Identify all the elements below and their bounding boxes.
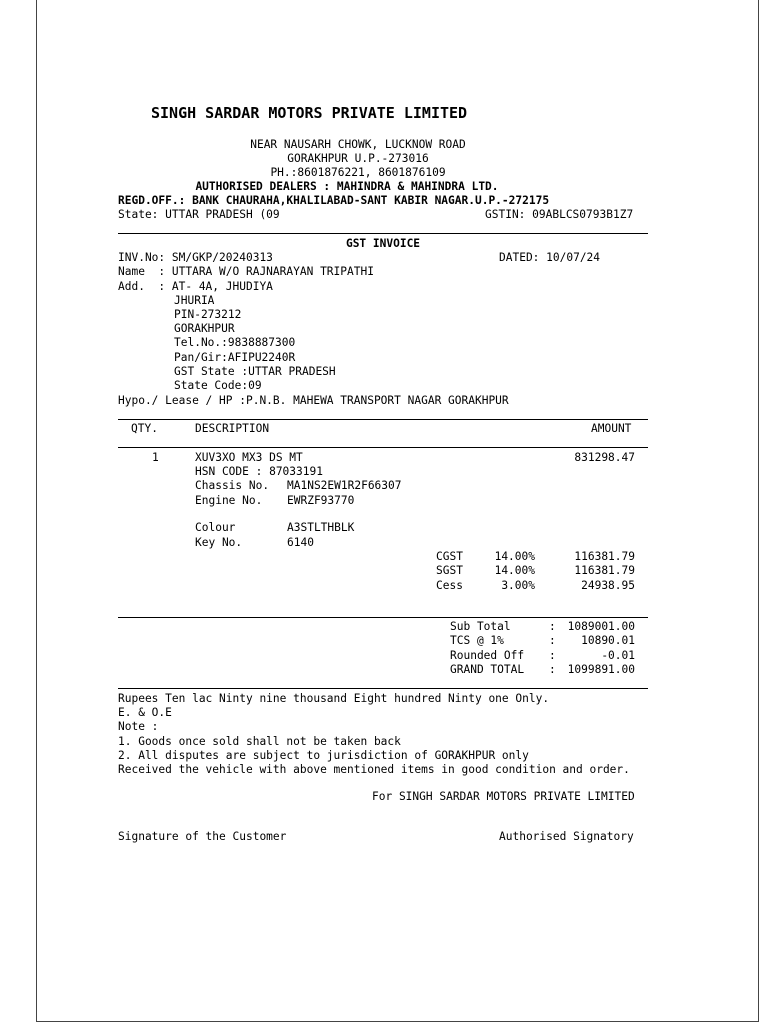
total-label: Rounded Off	[450, 649, 525, 662]
invoice-number: INV.No: SM/GKP/20240313	[118, 251, 273, 264]
note-1: 1. Goods once sold shall not be taken back	[118, 735, 401, 748]
total-value: 1089001.00	[567, 620, 635, 633]
address-line: State Code:09	[174, 379, 262, 392]
address-line: GORAKHPUR	[174, 322, 235, 335]
company-address-1: NEAR NAUSARH CHOWK, LUCKNOW ROAD	[250, 138, 466, 151]
item-description: XUV3XO MX3 DS MT	[195, 451, 303, 464]
address-line: JHURIA	[174, 294, 215, 307]
customer-address: Add. : AT- 4A, JHUDIYA	[118, 280, 273, 293]
eoe: E. & O.E	[118, 706, 172, 719]
colour-label: Colour	[195, 521, 236, 534]
address-line: Pan/Gir:AFIPU2240R	[174, 351, 296, 364]
divider	[118, 419, 648, 420]
total-sep: :	[549, 620, 556, 633]
company-name: SINGH SARDAR MOTORS PRIVATE LIMITED	[151, 104, 468, 122]
total-label: TCS @ 1%	[450, 634, 504, 647]
company-state: State: UTTAR PRADESH (09	[118, 208, 280, 221]
total-label: Sub Total	[450, 620, 511, 633]
customer-signature: Signature of the Customer	[118, 830, 287, 843]
grand-total-value: 1099891.00	[567, 663, 635, 676]
tax-name: Cess	[436, 579, 463, 592]
col-description: DESCRIPTION	[195, 422, 270, 435]
address-line: Tel.No.:9838887300	[174, 336, 296, 349]
customer-name: Name : UTTARA W/O RAJNARAYAN TRIPATHI	[118, 265, 374, 278]
registered-office: REGD.OFF.: BANK CHAURAHA,KHALILABAD-SANT KABIR NAGAR.U.P.-272175	[118, 194, 550, 207]
hsn-code: HSN CODE : 87033191	[195, 465, 323, 478]
divider	[118, 688, 648, 689]
item-qty: 1	[152, 451, 159, 464]
tax-name: SGST	[436, 564, 463, 577]
note-2: 2. All disputes are subject to jurisdiction of GORAKHPUR only	[118, 749, 529, 762]
total-sep: :	[549, 634, 556, 647]
address-line: PIN-273212	[174, 308, 242, 321]
key-number: 6140	[287, 536, 314, 549]
chassis-label: Chassis No.	[195, 479, 270, 492]
divider	[118, 617, 648, 618]
authorised-dealers: AUTHORISED DEALERS : MAHINDRA & MAHINDRA LTD.	[195, 180, 499, 193]
chassis-number: MA1NS2EW1R2F66307	[287, 479, 402, 492]
grand-total-label: GRAND TOTAL	[450, 663, 525, 676]
col-amount: AMOUNT	[591, 422, 632, 435]
invoice-date: DATED: 10/07/24	[499, 251, 601, 264]
col-qty: QTY.	[131, 422, 158, 435]
tax-amount: 116381.79	[574, 564, 635, 577]
colour-value: A3STLTHBLK	[287, 521, 355, 534]
authorised-signatory: Authorised Signatory	[499, 830, 634, 843]
invoice-heading: GST INVOICE	[345, 237, 421, 250]
company-address-2: GORAKHPUR U.P.-273016	[287, 152, 429, 165]
received-statement: Received the vehicle with above mentioned items in good condition and order.	[118, 763, 630, 776]
for-company: For SINGH SARDAR MOTORS PRIVATE LIMITED	[372, 790, 635, 803]
key-label: Key No.	[195, 536, 243, 549]
tax-rate: 3.00%	[501, 579, 535, 592]
divider	[118, 233, 648, 234]
engine-number: EWRZF93770	[287, 494, 355, 507]
item-amount: 831298.47	[574, 451, 635, 464]
tax-rate: 14.00%	[494, 550, 535, 563]
company-gstin: GSTIN: 09ABLCS0793B1Z7	[485, 208, 634, 221]
company-phone: PH.:8601876221, 8601876109	[270, 166, 446, 179]
address-line: GST State :UTTAR PRADESH	[174, 365, 336, 378]
tax-rate: 14.00%	[494, 564, 535, 577]
divider	[118, 447, 648, 448]
tax-amount: 24938.95	[581, 579, 635, 592]
hypothecation: Hypo./ Lease / HP :P.N.B. MAHEWA TRANSPORT NAGAR GORAKHPUR	[118, 394, 509, 407]
total-value: 10890.01	[581, 634, 635, 647]
total-value: -0.01	[601, 649, 635, 662]
total-sep: :	[549, 663, 556, 676]
note-heading: Note :	[118, 720, 159, 733]
engine-label: Engine No.	[195, 494, 263, 507]
tax-name: CGST	[436, 550, 463, 563]
total-sep: :	[549, 649, 556, 662]
tax-amount: 116381.79	[574, 550, 635, 563]
amount-in-words: Rupees Ten lac Ninty nine thousand Eight hundred Ninty one Only.	[118, 692, 550, 705]
